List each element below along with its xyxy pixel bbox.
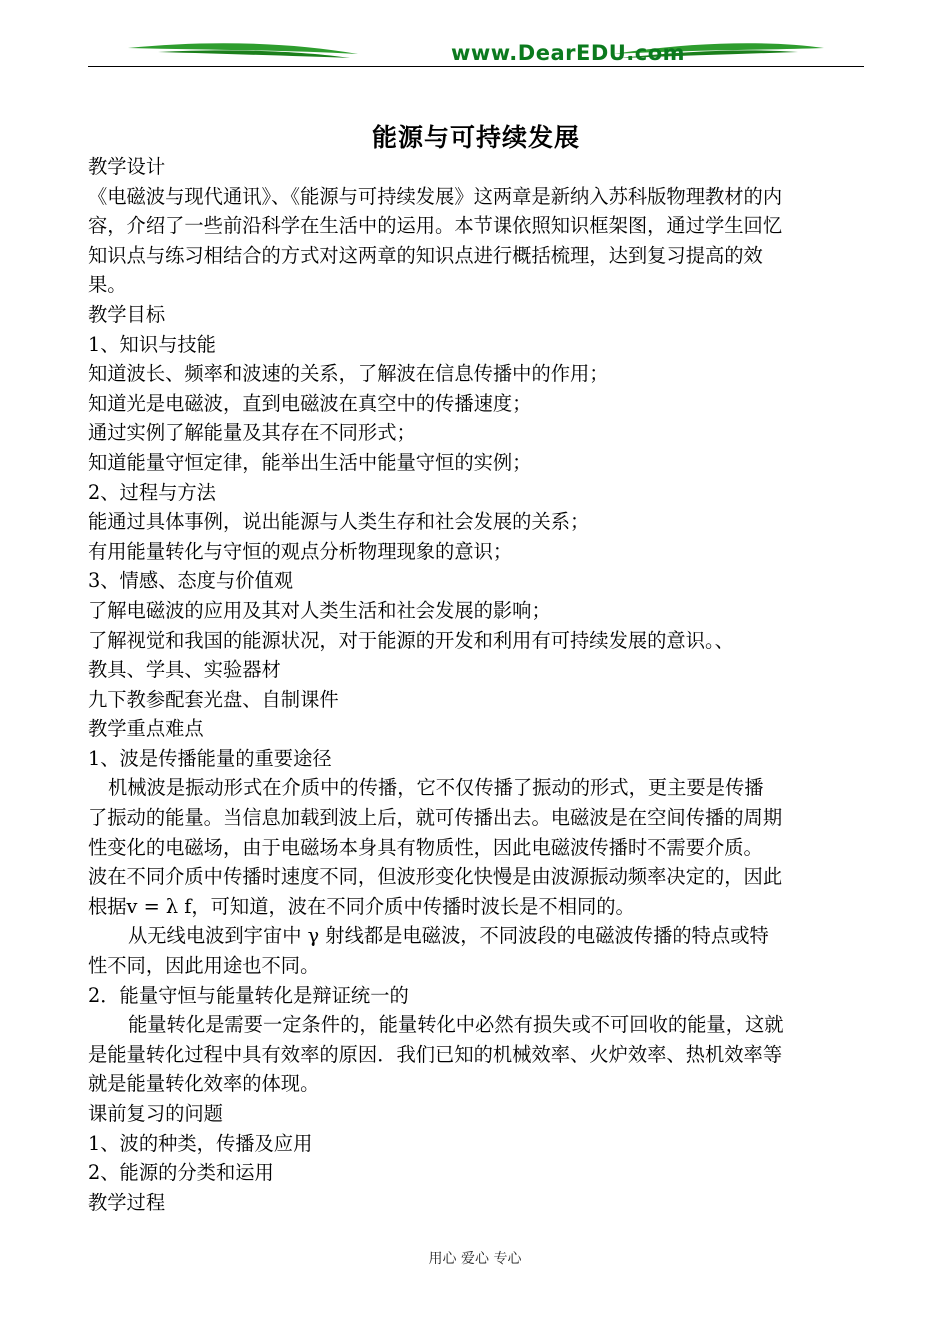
text-line: 1、波的种类，传播及应用 — [88, 1131, 313, 1155]
text-line: 能通过具体事例，说出能源与人类生存和社会发展的关系； — [88, 510, 590, 534]
text-line: 知识点与练习相结合的方式对这两章的知识点进行概括梳理，达到复习提高的效 — [88, 243, 763, 267]
text-line: 从无线电波到宇宙中 γ 射线都是电磁波，不同波段的电磁波传播的特点或特 — [128, 924, 769, 948]
text-line: 1、知识与技能 — [88, 332, 216, 356]
text-line: 容，介绍了一些前沿科学在生活中的运用。本节课依照知识框架图，通过学生回忆 — [88, 214, 783, 238]
site-header — [88, 36, 864, 70]
text-line: 有用能量转化与守恒的观点分析物理现象的意识； — [88, 539, 513, 563]
text-line: 波在不同介质中传播时速度不同，但波形变化快慢是由波源振动频率决定的，因此 — [88, 865, 783, 889]
text-line: 了解电磁波的应用及其对人类生活和社会发展的影响； — [88, 598, 551, 622]
page-footer: 用心 爱心 专心 — [428, 1251, 522, 1267]
text-line: 课前复习的问题 — [88, 1102, 223, 1125]
text-line: 2、过程与方法 — [88, 480, 216, 504]
text-line: 教学重点难点 — [88, 717, 204, 741]
page-title: 能源与可持续发展 — [371, 123, 580, 152]
text-line: 果。 — [88, 273, 127, 297]
text-line: 3、情感、态度与价值观 — [88, 569, 294, 593]
text-line: 机械波是振动形式在介质中的传播，它不仅传播了振动的形式，更主要是传播 — [108, 776, 764, 800]
text-line: 知道光是电磁波，直到电磁波在真空中的传播速度； — [88, 391, 532, 415]
text-line: 了振动的能量。当信息加载到波上后，就可传播出去。电磁波是在空间传播的周期 — [88, 806, 783, 830]
text-line: 就是能量转化效率的体现。 — [88, 1072, 320, 1096]
text-line: 2．能量守恒与能量转化是辩证统一的 — [88, 983, 409, 1007]
text-line: 知道波长、频率和波速的关系，了解波在信息传播中的作用； — [88, 362, 609, 386]
text-line: 性不同，因此用途也不同。 — [88, 954, 320, 978]
text-line: 通过实例了解能量及其存在不同形式； — [88, 421, 416, 445]
document-body — [88, 152, 864, 1217]
site-logo-text: www.DearEDU.com — [450, 41, 686, 65]
text-line: 九下教参配套光盘、自制课件 — [88, 687, 339, 711]
text-line: 教学过程 — [88, 1190, 166, 1214]
text-line: 性变化的电磁场，由于电磁场本身具有物质性，因此电磁波传播时不需要介质。 — [88, 835, 763, 859]
text-line: 2、能源的分类和运用 — [88, 1161, 274, 1185]
text-line: 教具、学具、实验器材 — [88, 658, 281, 682]
header-rule — [88, 66, 864, 67]
text-line: 知道能量守恒定律，能举出生活中能量守恒的实例； — [88, 450, 532, 474]
text-line: 是能量转化过程中具有效率的原因．我们已知的机械效率、火炉效率、热机效率等 — [88, 1042, 783, 1066]
text-line: 根据v = λ f，可知道，波在不同介质中传播时波长是不相同的。 — [88, 894, 635, 918]
text-line: 教学目标 — [88, 302, 166, 326]
text-line: 《电磁波与现代通讯》、《能源与可持续发展》这两章是新纳入苏科版物理教材的内 — [88, 184, 783, 208]
text-line: 1、波是传播能量的重要途径 — [88, 746, 332, 770]
text-line: 了解视觉和我国的能源状况，对于能源的开发和利用有可持续发展的意识。、 — [88, 628, 734, 652]
text-line: 能量转化是需要一定条件的，能量转化中必然有损失或不可回收的能量，这就 — [128, 1013, 784, 1037]
text-line: 教学设计 — [88, 155, 166, 178]
